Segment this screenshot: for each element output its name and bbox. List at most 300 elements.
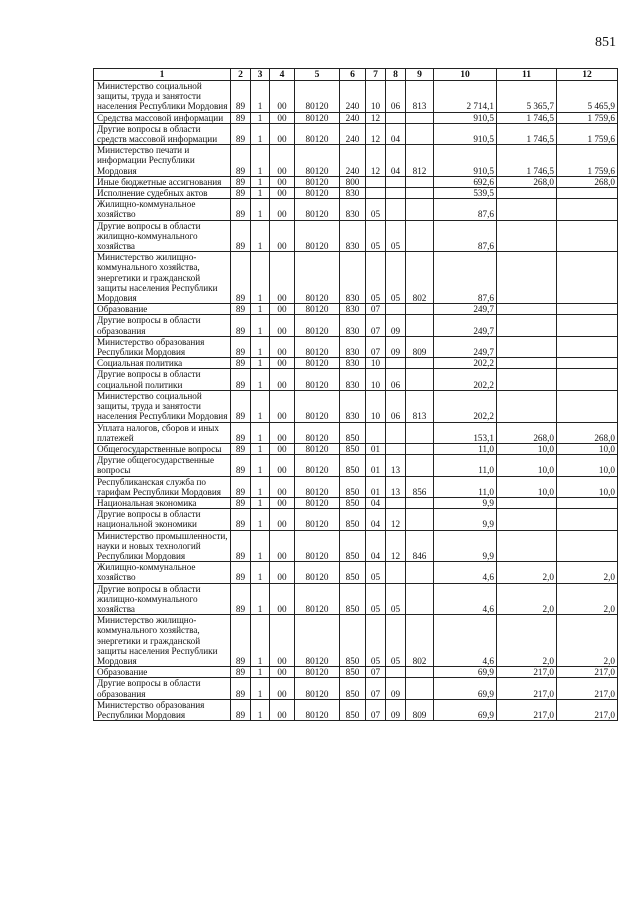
value-cell: 89 [231, 145, 251, 177]
value-cell: 00 [270, 336, 295, 357]
header-cell: 4 [270, 69, 295, 81]
value-cell: 1 [251, 315, 270, 336]
value-cell: 01 [366, 443, 386, 454]
value-cell: 05 [366, 252, 386, 304]
value-cell: 5 365,7 [497, 81, 557, 113]
value-cell: 268,0 [557, 422, 618, 443]
value-cell: 05 [386, 252, 406, 304]
value-cell: 89 [231, 252, 251, 304]
value-cell [557, 188, 618, 199]
value-cell: 05 [366, 220, 386, 252]
value-cell: 2,0 [557, 615, 618, 667]
value-cell: 00 [270, 476, 295, 497]
row-name-cell: Другие вопросы в области жилищно-коммунального хозяйства [94, 583, 231, 615]
header-cell: 7 [366, 69, 386, 81]
row-name-cell: Жилищно-коммунальное хозяйство [94, 199, 231, 220]
value-cell: 1 [251, 455, 270, 476]
row-name-cell: Другие вопросы в области национальной экономики [94, 509, 231, 530]
value-cell [557, 497, 618, 508]
value-cell [406, 443, 434, 454]
value-cell: 80120 [295, 476, 340, 497]
value-cell: 9,9 [434, 497, 497, 508]
value-cell [497, 390, 557, 422]
value-cell: 89 [231, 699, 251, 720]
value-cell: 1 [251, 304, 270, 315]
value-cell [406, 358, 434, 369]
value-cell: 12 [366, 112, 386, 123]
value-cell: 12 [386, 530, 406, 562]
value-cell: 89 [231, 476, 251, 497]
table-row [94, 678, 618, 699]
value-cell: 89 [231, 199, 251, 220]
value-cell [406, 369, 434, 390]
value-cell: 846 [406, 530, 434, 562]
value-cell: 80120 [295, 188, 340, 199]
header-cell: 5 [295, 69, 340, 81]
value-cell: 2,0 [497, 583, 557, 615]
value-cell: 80120 [295, 369, 340, 390]
value-cell: 89 [231, 583, 251, 615]
value-cell: 00 [270, 699, 295, 720]
value-cell: 809 [406, 699, 434, 720]
value-cell: 1 [251, 188, 270, 199]
value-cell: 10,0 [557, 443, 618, 454]
value-cell: 09 [386, 678, 406, 699]
value-cell: 00 [270, 530, 295, 562]
value-cell: 80120 [295, 497, 340, 508]
value-cell [406, 678, 434, 699]
value-cell [557, 336, 618, 357]
table-row [94, 199, 618, 220]
value-cell [406, 497, 434, 508]
table-row [94, 176, 618, 187]
value-cell: 830 [340, 358, 366, 369]
budget-table [93, 68, 618, 721]
table-row [94, 562, 618, 583]
value-cell [557, 390, 618, 422]
row-name-cell: Министерство жилищно-коммунального хозяйства, энергетики и гражданской защиты населения Республики Мордовия [94, 252, 231, 304]
value-cell: 1 [251, 443, 270, 454]
value-cell: 1 [251, 699, 270, 720]
value-cell: 07 [366, 667, 386, 678]
value-cell [557, 304, 618, 315]
row-name-cell: Средства массовой информации [94, 112, 231, 123]
value-cell: 9,9 [434, 509, 497, 530]
header-cell: 6 [340, 69, 366, 81]
value-cell: 13 [386, 455, 406, 476]
value-cell: 249,7 [434, 304, 497, 315]
value-cell: 4,6 [434, 583, 497, 615]
value-cell [497, 252, 557, 304]
value-cell: 87,6 [434, 199, 497, 220]
table-row [94, 615, 618, 667]
value-cell: 00 [270, 315, 295, 336]
value-cell [366, 422, 386, 443]
value-cell [406, 562, 434, 583]
value-cell: 850 [340, 476, 366, 497]
value-cell: 249,7 [434, 315, 497, 336]
value-cell: 00 [270, 123, 295, 144]
header-cell: 8 [386, 69, 406, 81]
value-cell [366, 188, 386, 199]
value-cell [406, 199, 434, 220]
value-cell: 00 [270, 422, 295, 443]
row-name-cell: Министерство образования Республики Мордовия [94, 699, 231, 720]
value-cell [497, 358, 557, 369]
row-name-cell: Министерство социальной защиты, труда и занятости населения Республики Мордовия [94, 81, 231, 113]
table-row [94, 455, 618, 476]
value-cell: 812 [406, 145, 434, 177]
value-cell [406, 422, 434, 443]
value-cell: 06 [386, 81, 406, 113]
table-row [94, 112, 618, 123]
row-name-cell: Другие вопросы в области образования [94, 678, 231, 699]
value-cell [406, 176, 434, 187]
value-cell: 1 [251, 509, 270, 530]
value-cell: 217,0 [557, 667, 618, 678]
value-cell: 12 [366, 145, 386, 177]
row-name-cell: Другие вопросы в области образования [94, 315, 231, 336]
value-cell: 850 [340, 422, 366, 443]
value-cell [557, 199, 618, 220]
value-cell: 80120 [295, 176, 340, 187]
value-cell: 249,7 [434, 336, 497, 357]
value-cell: 80120 [295, 358, 340, 369]
table-row [94, 369, 618, 390]
value-cell: 830 [340, 220, 366, 252]
table-row [94, 336, 618, 357]
value-cell: 89 [231, 369, 251, 390]
value-cell: 850 [340, 509, 366, 530]
header-cell: 12 [557, 69, 618, 81]
value-cell: 1 [251, 252, 270, 304]
value-cell [406, 315, 434, 336]
value-cell: 217,0 [557, 699, 618, 720]
value-cell: 1 759,6 [557, 112, 618, 123]
value-cell: 69,9 [434, 699, 497, 720]
value-cell: 2 714,1 [434, 81, 497, 113]
value-cell [557, 315, 618, 336]
value-cell: 5 465,9 [557, 81, 618, 113]
value-cell: 80120 [295, 315, 340, 336]
value-cell: 00 [270, 369, 295, 390]
value-cell: 850 [340, 667, 366, 678]
row-name-cell: Министерство социальной защиты, труда и занятости населения Республики Мордовия [94, 390, 231, 422]
value-cell: 89 [231, 497, 251, 508]
value-cell: 813 [406, 390, 434, 422]
value-cell: 850 [340, 699, 366, 720]
value-cell: 00 [270, 252, 295, 304]
value-cell: 240 [340, 81, 366, 113]
value-cell: 04 [366, 509, 386, 530]
table-row [94, 123, 618, 144]
value-cell: 09 [386, 336, 406, 357]
table-row [94, 443, 618, 454]
value-cell: 89 [231, 315, 251, 336]
value-cell: 00 [270, 678, 295, 699]
value-cell: 00 [270, 615, 295, 667]
header-cell: 9 [406, 69, 434, 81]
row-name-cell: Жилищно-коммунальное хозяйство [94, 562, 231, 583]
value-cell: 89 [231, 530, 251, 562]
value-cell [366, 176, 386, 187]
value-cell: 09 [386, 315, 406, 336]
value-cell [386, 667, 406, 678]
value-cell: 80120 [295, 145, 340, 177]
value-cell [557, 358, 618, 369]
header-cell: 10 [434, 69, 497, 81]
value-cell: 268,0 [557, 176, 618, 187]
row-name-cell: Уплата налогов, сборов и иных платежей [94, 422, 231, 443]
table-row [94, 81, 618, 113]
value-cell: 80120 [295, 112, 340, 123]
value-cell: 1 [251, 678, 270, 699]
value-cell: 69,9 [434, 678, 497, 699]
value-cell: 00 [270, 667, 295, 678]
value-cell: 830 [340, 199, 366, 220]
value-cell: 4,6 [434, 562, 497, 583]
value-cell: 1 746,5 [497, 112, 557, 123]
value-cell: 1 [251, 145, 270, 177]
table-row [94, 358, 618, 369]
value-cell: 00 [270, 81, 295, 113]
value-cell [386, 304, 406, 315]
value-cell: 850 [340, 562, 366, 583]
table-row [94, 304, 618, 315]
value-cell: 850 [340, 497, 366, 508]
table-row [94, 667, 618, 678]
value-cell: 2,0 [557, 562, 618, 583]
value-cell [406, 583, 434, 615]
value-cell: 10 [366, 81, 386, 113]
value-cell: 00 [270, 199, 295, 220]
row-name-cell: Образование [94, 304, 231, 315]
value-cell: 06 [386, 369, 406, 390]
row-name-cell: Другие общегосударственные вопросы [94, 455, 231, 476]
value-cell: 11,0 [434, 455, 497, 476]
value-cell: 539,5 [434, 188, 497, 199]
value-cell: 89 [231, 336, 251, 357]
value-cell: 01 [366, 455, 386, 476]
value-cell: 2,0 [497, 615, 557, 667]
value-cell: 89 [231, 455, 251, 476]
value-cell: 00 [270, 358, 295, 369]
value-cell: 1 [251, 583, 270, 615]
table-row [94, 583, 618, 615]
value-cell: 217,0 [497, 699, 557, 720]
value-cell: 202,2 [434, 369, 497, 390]
value-cell: 2,0 [557, 583, 618, 615]
page-number: 851 [595, 35, 616, 50]
value-cell: 10,0 [497, 455, 557, 476]
value-cell: 07 [366, 699, 386, 720]
table-row [94, 422, 618, 443]
row-name-cell: Министерство образования Республики Мордовия [94, 336, 231, 357]
value-cell: 153,1 [434, 422, 497, 443]
row-name-cell: Республиканская служба по тарифам Республики Мордовия [94, 476, 231, 497]
value-cell: 87,6 [434, 252, 497, 304]
value-cell: 1 [251, 390, 270, 422]
value-cell: 07 [366, 304, 386, 315]
value-cell: 2,0 [497, 562, 557, 583]
value-cell: 04 [366, 497, 386, 508]
value-cell: 10,0 [557, 455, 618, 476]
value-cell: 89 [231, 123, 251, 144]
value-cell: 89 [231, 562, 251, 583]
value-cell: 217,0 [557, 678, 618, 699]
value-cell: 10,0 [557, 476, 618, 497]
row-name-cell: Министерство промышленности, науки и новых технологий Республики Мордовия [94, 530, 231, 562]
row-name-cell: Социальная политика [94, 358, 231, 369]
value-cell: 89 [231, 176, 251, 187]
value-cell: 89 [231, 509, 251, 530]
value-cell: 80120 [295, 509, 340, 530]
value-cell: 830 [340, 336, 366, 357]
value-cell: 802 [406, 252, 434, 304]
value-cell [497, 509, 557, 530]
value-cell: 268,0 [497, 176, 557, 187]
value-cell: 04 [386, 123, 406, 144]
value-cell [497, 369, 557, 390]
value-cell [406, 455, 434, 476]
header-cell: 1 [94, 69, 231, 81]
value-cell: 1 [251, 615, 270, 667]
table-row [94, 220, 618, 252]
value-cell: 11,0 [434, 443, 497, 454]
value-cell: 80120 [295, 615, 340, 667]
value-cell: 1 759,6 [557, 123, 618, 144]
value-cell: 4,6 [434, 615, 497, 667]
value-cell: 1 [251, 530, 270, 562]
value-cell: 80120 [295, 81, 340, 113]
value-cell: 89 [231, 443, 251, 454]
value-cell: 1 746,5 [497, 123, 557, 144]
value-cell [386, 199, 406, 220]
value-cell: 240 [340, 145, 366, 177]
value-cell: 80120 [295, 699, 340, 720]
value-cell: 80120 [295, 199, 340, 220]
value-cell: 1 [251, 336, 270, 357]
row-name-cell: Другие вопросы в области социальной политики [94, 369, 231, 390]
value-cell [386, 188, 406, 199]
value-cell [406, 667, 434, 678]
value-cell: 06 [386, 390, 406, 422]
value-cell: 80120 [295, 304, 340, 315]
value-cell: 89 [231, 422, 251, 443]
value-cell: 80120 [295, 422, 340, 443]
value-cell: 00 [270, 112, 295, 123]
value-cell: 89 [231, 390, 251, 422]
value-cell [406, 123, 434, 144]
value-cell [386, 422, 406, 443]
value-cell: 800 [340, 176, 366, 187]
value-cell: 05 [366, 583, 386, 615]
value-cell: 813 [406, 81, 434, 113]
value-cell: 00 [270, 188, 295, 199]
value-cell: 00 [270, 583, 295, 615]
value-cell: 830 [340, 304, 366, 315]
value-cell: 80120 [295, 336, 340, 357]
value-cell: 1 [251, 476, 270, 497]
table-row [94, 497, 618, 508]
value-cell: 850 [340, 530, 366, 562]
value-cell: 217,0 [497, 678, 557, 699]
table-row [94, 188, 618, 199]
value-cell [497, 304, 557, 315]
value-cell: 89 [231, 667, 251, 678]
row-name-cell: Общегосударственные вопросы [94, 443, 231, 454]
value-cell: 1 [251, 123, 270, 144]
value-cell: 00 [270, 176, 295, 187]
value-cell: 00 [270, 390, 295, 422]
value-cell: 850 [340, 455, 366, 476]
value-cell: 850 [340, 678, 366, 699]
value-cell: 1 [251, 81, 270, 113]
value-cell [497, 220, 557, 252]
row-name-cell: Национальная экономика [94, 497, 231, 508]
value-cell: 04 [386, 145, 406, 177]
table-row [94, 315, 618, 336]
value-cell: 240 [340, 123, 366, 144]
table-row [94, 390, 618, 422]
value-cell: 05 [366, 615, 386, 667]
value-cell: 80120 [295, 667, 340, 678]
value-cell: 1 [251, 220, 270, 252]
value-cell: 10,0 [497, 476, 557, 497]
value-cell: 830 [340, 390, 366, 422]
value-cell: 80120 [295, 562, 340, 583]
table-row [94, 145, 618, 177]
row-name-cell: Другие вопросы в области средств массовой информации [94, 123, 231, 144]
row-name-cell: Образование [94, 667, 231, 678]
table-row [94, 530, 618, 562]
table-body [94, 81, 618, 721]
value-cell: 80120 [295, 583, 340, 615]
value-cell: 89 [231, 188, 251, 199]
value-cell [406, 188, 434, 199]
value-cell: 89 [231, 358, 251, 369]
value-cell: 850 [340, 615, 366, 667]
value-cell: 1 [251, 358, 270, 369]
value-cell: 1 746,5 [497, 145, 557, 177]
value-cell: 00 [270, 304, 295, 315]
value-cell: 05 [386, 615, 406, 667]
value-cell: 13 [386, 476, 406, 497]
value-cell: 12 [386, 509, 406, 530]
value-cell: 89 [231, 220, 251, 252]
value-cell: 89 [231, 615, 251, 667]
row-name-cell: Исполнение судебных актов [94, 188, 231, 199]
value-cell: 09 [386, 699, 406, 720]
value-cell: 80120 [295, 390, 340, 422]
value-cell: 1 [251, 497, 270, 508]
value-cell: 04 [366, 530, 386, 562]
value-cell: 830 [340, 369, 366, 390]
value-cell [557, 252, 618, 304]
value-cell: 1 [251, 369, 270, 390]
value-cell [497, 315, 557, 336]
table-row [94, 699, 618, 720]
value-cell: 80120 [295, 123, 340, 144]
value-cell: 9,9 [434, 530, 497, 562]
value-cell: 1 [251, 422, 270, 443]
value-cell: 12 [366, 123, 386, 144]
value-cell [386, 176, 406, 187]
value-cell [386, 562, 406, 583]
value-cell [386, 497, 406, 508]
value-cell: 05 [386, 220, 406, 252]
value-cell: 11,0 [434, 476, 497, 497]
